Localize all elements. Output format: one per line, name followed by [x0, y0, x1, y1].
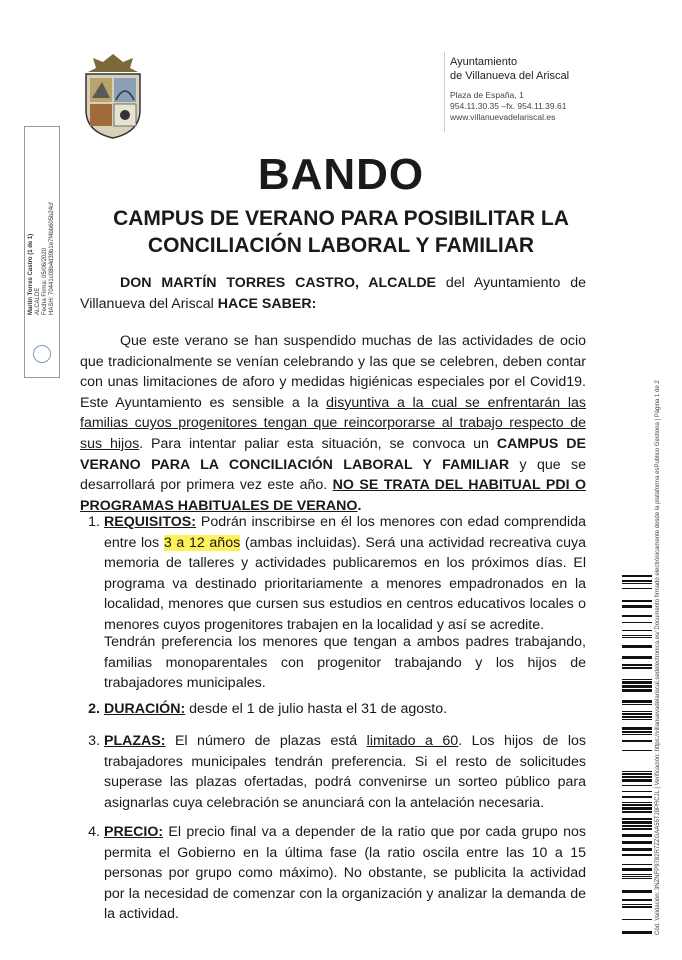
- barcode-bar: [622, 796, 652, 798]
- list-item-requisitos: [104, 512, 586, 636]
- barcode-bar: [622, 711, 652, 712]
- barcode-bar: [622, 868, 652, 871]
- item-text: . Los hijos de los trabajadores municipales tendrán preferencia. Si el resto de solicitudes superase las plazas ofertadas, podrá convenirse un sorteo público para asignarlas cuya celebración se anunciará con la antelación necesaria.: [104, 733, 586, 811]
- page-subtitle: [40, 205, 642, 259]
- para-text-2: . Para intentar paliar esta situación, se convoca un: [139, 435, 497, 452]
- barcode-bar: [622, 622, 652, 623]
- barcode-bar: [622, 878, 652, 879]
- barcode-bar: [622, 588, 652, 589]
- barcode: [622, 575, 652, 935]
- barcode-bar: [622, 734, 652, 735]
- list-item-preference: Tendrán preferencia los menores que tengan a ambos padres trabajando, familias monoparentales con progenitor trabajando y los hijos de trabajadores municipales.: [104, 634, 586, 692]
- barcode-bar: [622, 667, 652, 669]
- list-item-precio: [104, 822, 586, 925]
- para-text-3: y que se desarrollará por primera vez este año.: [80, 456, 586, 494]
- barcode-bar: [622, 685, 652, 688]
- item-text: (ambas incluidas). Será una actividad recreativa cuya memoria de talleres y actividades publicaremos en los próximos días. El programa va destinado prioritariamente a menores empadronados en la localidad, menores que cursen sus estudios en centros educativos locales o menores cuyos progenitores trabajen en la localidad y así se acredite.: [104, 534, 586, 633]
- barcode-bar: [622, 841, 652, 844]
- list-number: 2.: [88, 701, 100, 717]
- barcode-bar: [622, 931, 652, 934]
- barcode-bar: [622, 645, 652, 648]
- barcode-bar: [622, 848, 652, 851]
- para-bold-underline: NO SE TRATA DEL HABITUAL PDI O PROGRAMAS HABITUALES DE VERANO: [80, 477, 587, 514]
- page-title: BANDO: [257, 150, 425, 199]
- barcode-bar: [622, 605, 652, 608]
- barcode-bar: [622, 811, 652, 813]
- subtitle-line1: CAMPUS DE VERANO PARA POSIBILITAR LA: [113, 207, 569, 230]
- org-name: [450, 55, 569, 83]
- barcode-bar: [622, 630, 652, 631]
- barcode-bar: [622, 773, 652, 775]
- org-address: [450, 90, 566, 123]
- para-text-4: .: [357, 497, 362, 514]
- barcode-bar: [622, 700, 652, 703]
- item-label: PLAZAS:: [104, 733, 166, 749]
- item-label: PRECIO:: [104, 824, 164, 840]
- list-item-plazas: [104, 731, 586, 813]
- barcode-bar: [622, 785, 652, 786]
- item-text: El precio final va a depender de la ratio que por cada grupo nos permita el Gobierno en la última fase (la ratio oscila entre las 10 a 15 personas por grupo como máximo). No obstante, se publicita la actividad por la necesidad de comenzar con la organización y analizar la demanda de la actividad.: [104, 824, 586, 923]
- barcode-bar: [622, 825, 652, 827]
- signer-name: Martín Torres Castro (1 de 1): [28, 233, 34, 315]
- barcode-bar: [622, 713, 652, 715]
- barcode-bar: [622, 828, 652, 830]
- barcode-bar: [622, 776, 652, 778]
- barcode-bar: [622, 583, 652, 584]
- item-text: Podrán inscribirse en él los menores con edad comprendida entre los: [104, 514, 586, 551]
- barcode-bar: [622, 615, 652, 617]
- barcode-bar: [622, 771, 652, 772]
- barcode-bar: [622, 719, 652, 720]
- barcode-bar: [622, 821, 652, 824]
- item-text: desde el 1 de julio hasta el 31 de agosto.: [185, 701, 448, 717]
- barcode-bar: [622, 635, 652, 636]
- validation-text: [655, 380, 669, 935]
- barcode-bar: [622, 791, 652, 792]
- barcode-bar: [622, 807, 652, 810]
- barcode-bar: [622, 731, 652, 733]
- validation-code: Cód. Validación: 3NZNFP9782R7ZZGAA55TJ9PRCJL | Verificación: https://villanuevadelariscal.sedelectronica.es/ Documento firmado electrónicamente desde la plataforma esPublico Gestiona | Página 1 de 2: [655, 380, 661, 935]
- header-divider: [444, 52, 445, 132]
- barcode-bar: [622, 818, 652, 820]
- phone-line: 954.11.30.35 –fx. 954.11.39.61: [450, 101, 567, 111]
- barcode-bar: [622, 890, 652, 893]
- barcode-bar: [622, 904, 652, 905]
- barcode-bar: [622, 689, 652, 692]
- hace-saber: HACE SABER:: [217, 295, 317, 312]
- org-line1: Ayuntamiento: [450, 56, 518, 68]
- limit-underline: limitado a 60: [366, 733, 459, 749]
- barcode-bar: [622, 804, 652, 806]
- subtitle-line2: CONCILIACIÓN LABORAL Y FAMILIAR: [147, 234, 535, 257]
- barcode-bar: [622, 664, 652, 666]
- barcode-bar: [622, 580, 652, 582]
- barcode-bar: [622, 681, 652, 684]
- municipal-crest-logo: [78, 52, 148, 140]
- barcode-bar: [622, 864, 652, 865]
- barcode-bar: [622, 679, 652, 680]
- mayor-name: DON MARTÍN TORRES CASTRO, ALCALDE: [120, 275, 437, 291]
- barcode-bar: [622, 876, 652, 877]
- barcode-bar: [622, 906, 652, 908]
- barcode-bar: [622, 750, 652, 751]
- barcode-bar: [622, 740, 652, 742]
- barcode-bar: [622, 637, 652, 638]
- list-item-duracion: [104, 699, 586, 720]
- list-number: 4.: [88, 824, 100, 840]
- barcode-bar: [622, 874, 652, 875]
- barcode-bar: [622, 600, 652, 602]
- para-text-1: Que este verano se han suspendido muchas de las actividades de ocio que tradicionalmente se venían celebrando y las que se celebren, deben contar con unas limitaciones de aforo y medidas higiénicas especiales por el Covid19. Este Ayuntamiento es sensible a la: [80, 333, 586, 411]
- barcode-bar: [622, 716, 652, 718]
- para-bold-1: CAMPUS DE VERANO PARA LA CONCILIACIÓN LABORAL Y FAMILIAR: [80, 435, 586, 473]
- barcode-bar: [622, 727, 652, 730]
- barcode-bar: [622, 656, 652, 659]
- web-link[interactable]: www.villanuevadelariscal.es: [450, 112, 556, 122]
- barcode-bar: [622, 802, 652, 803]
- org-line2: de Villanueva del Ariscal: [450, 70, 570, 82]
- barcode-bar: [622, 704, 652, 705]
- body-paragraph: [80, 331, 586, 516]
- intro-text: del Ayuntamiento de Villanueva del Ariscal: [80, 275, 586, 312]
- sign-hash: HASH: 70441c08b4d39b1e7f4bb605b24cf: [49, 202, 55, 315]
- para-underline-1: disyuntiva a la cual se enfrentarán las familias cuyos progenitores tengan que reincorporarse al trabajo respecto de sus hijos: [80, 394, 586, 452]
- barcode-bar: [622, 575, 652, 577]
- item-text: El número de plazas está: [165, 733, 367, 749]
- sign-date: Fecha Firma: 05/06/2020: [42, 247, 48, 315]
- barcode-bar: [622, 919, 652, 920]
- address-line: Plaza de España, 1: [450, 90, 524, 100]
- intro-paragraph: [80, 273, 586, 314]
- item-label: REQUISITOS:: [104, 514, 196, 530]
- list-number: 1.: [88, 514, 100, 530]
- barcode-bar: [622, 834, 652, 837]
- item-label: DURACIÓN:: [104, 701, 186, 717]
- signer-role: ALCALDE: [35, 287, 41, 315]
- list-number: 3.: [88, 733, 100, 749]
- age-range-highlight: 3 a 12 años: [163, 534, 241, 551]
- seal-icon: [33, 345, 51, 363]
- barcode-bar: [622, 779, 652, 782]
- barcode-bar: [622, 899, 652, 901]
- barcode-bar: [622, 854, 652, 856]
